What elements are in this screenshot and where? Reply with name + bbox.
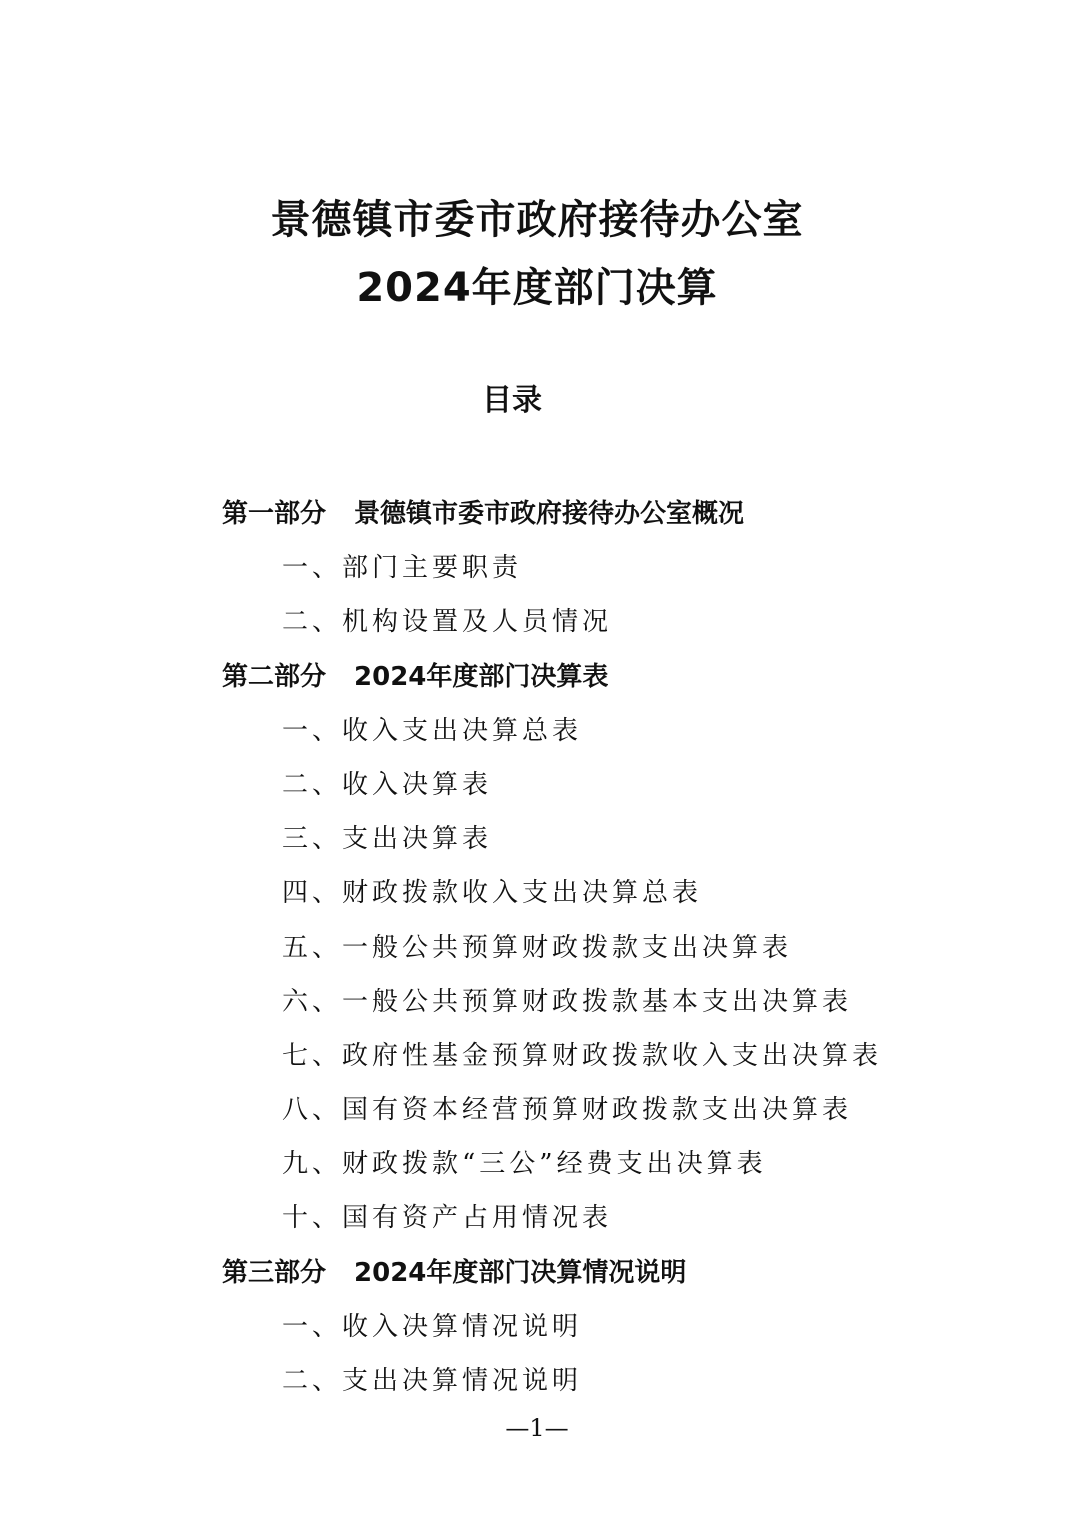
toc-item-text: 四、财政拨款收入支出决算总表 (282, 878, 703, 909)
toc-item-text: 十、国有资产占用情况表 (282, 1203, 613, 1234)
toc-item (0, 812, 1074, 866)
toc-item (0, 921, 1074, 975)
toc-item-text: 一、收入决算情况说明 (282, 1311, 583, 1342)
title-line-1: 景德镇市委市政府接待办公室 (270, 197, 804, 243)
toc-part-title: 2024年度部门决算表 (354, 661, 609, 692)
toc-item-text: 二、收入决算表 (282, 769, 493, 800)
toc-part-heading (0, 1246, 1074, 1300)
toc-item (0, 1300, 1074, 1354)
toc-item-text: 五、一般公共预算财政拨款支出决算表 (282, 932, 793, 963)
toc-item-text: 七、政府性基金预算财政拨款收入支出决算表 (282, 1040, 883, 1071)
page-number: —1— (505, 1414, 569, 1442)
toc-item (0, 1137, 1074, 1191)
toc-item (0, 704, 1074, 758)
toc-item-text: 八、国有资本经营预算财政拨款支出决算表 (282, 1095, 853, 1126)
toc-item (0, 975, 1074, 1029)
toc-heading: 目录 (482, 383, 542, 418)
toc-item-text: 一、收入支出决算总表 (282, 715, 583, 746)
toc-item-text: 六、一般公共预算财政拨款基本支出决算表 (282, 986, 853, 1017)
toc-item (0, 1191, 1074, 1245)
toc-item (0, 866, 1074, 920)
toc-part-heading (0, 487, 1074, 541)
title-line-2: 2024年度部门决算 (356, 265, 718, 311)
toc-item-text: 二、支出决算情况说明 (282, 1366, 583, 1396)
toc-part-label: 第一部分 (222, 499, 327, 529)
toc-item-text: 三、支出决算表 (282, 824, 493, 855)
toc-part-title: 景德镇市委市政府接待办公室概况 (354, 499, 745, 529)
toc-item-text: 一、部门主要职责 (282, 553, 523, 584)
toc-item (0, 1354, 1074, 1408)
toc-part-label: 第二部分 (222, 661, 327, 692)
toc-part-label: 第三部分 (222, 1257, 327, 1288)
toc-item-text: 二、机构设置及人员情况 (282, 607, 613, 638)
toc-item (0, 541, 1074, 595)
toc-item (0, 1083, 1074, 1137)
toc-item (0, 1029, 1074, 1083)
table-of-contents (0, 487, 1074, 1408)
toc-item (0, 758, 1074, 812)
toc-part-heading (0, 650, 1074, 704)
toc-item-text: 九、财政拨款“三公”经费支出决算表 (282, 1149, 767, 1180)
toc-part-title: 2024年度部门决算情况说明 (354, 1257, 687, 1288)
toc-item (0, 595, 1074, 649)
